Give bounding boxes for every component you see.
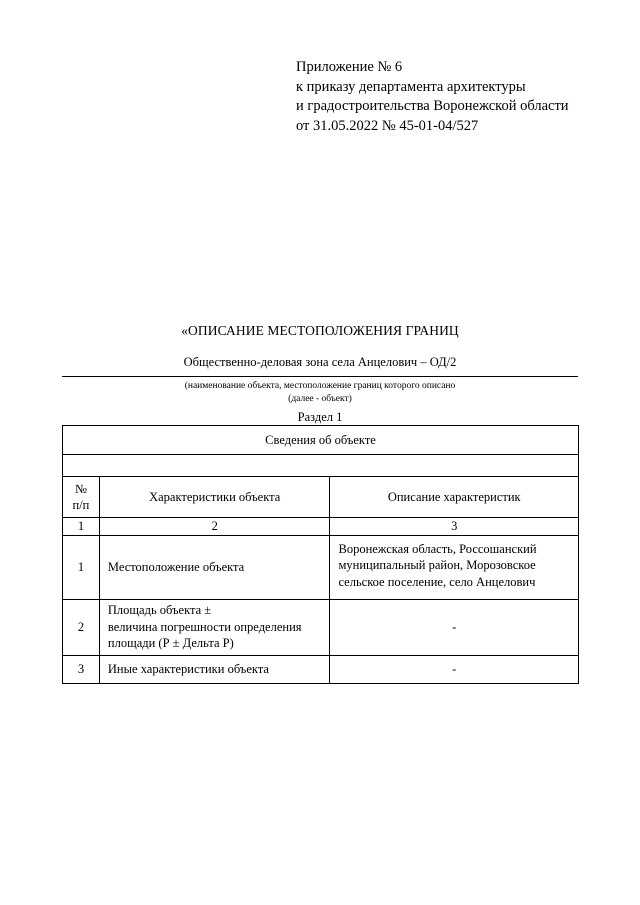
row-characteristic-line: площади (Р ± Дельта Р) (107, 636, 234, 651)
row-description: - (330, 599, 579, 655)
object-name: Общественно-деловая зона села Анцелович – ОД/2 (183, 355, 457, 369)
appendix-line: от 31.05.2022 № 45-01-04/527 (296, 117, 479, 134)
caption-line-2: (далее - объект) (288, 394, 352, 404)
header-num-line-2: п/п (72, 498, 90, 512)
row-characteristic (99, 599, 330, 655)
row-characteristic-line: Иные характеристики объекта (107, 661, 269, 676)
index-cell: 1 (63, 518, 100, 536)
row-num: 2 (63, 599, 100, 655)
section-title: Раздел 1 (297, 410, 343, 424)
table-empty-row (63, 455, 579, 477)
appendix-block (296, 58, 569, 136)
index-row (63, 518, 579, 536)
row-characteristic (99, 535, 330, 599)
row-characteristic-line: Местоположение объекта (107, 559, 245, 574)
appendix-line: к приказу департамента архитектуры (296, 78, 526, 95)
table-row (63, 535, 579, 599)
table-row (63, 599, 579, 655)
row-description-line: сельское поселение, село Анцелович (338, 574, 536, 589)
empty-cell (63, 455, 579, 477)
row-characteristic-line: Площадь объекта ± (107, 603, 212, 618)
object-info-table (62, 425, 579, 684)
table-heading-row (63, 426, 579, 455)
row-num: 3 (63, 655, 100, 683)
index-cell: 2 (99, 518, 330, 536)
row-description-line: Воронежская область, Россошанский (338, 541, 537, 556)
caption-line-1: (наименование объекта, местоположение границ которого описано (184, 381, 456, 391)
row-description-line: муниципальный район, Морозовское (338, 558, 536, 572)
header-characteristics: Характеристики объекта (99, 477, 330, 518)
row-num: 1 (63, 535, 100, 599)
appendix-line: и градостроительства Воронежской области (296, 98, 569, 114)
appendix-line: Приложение № 6 (296, 59, 403, 75)
table-heading: Сведения об объекте (63, 426, 579, 455)
row-description (330, 535, 579, 599)
row-characteristic-line: величина погрешности определения (107, 619, 302, 634)
caption (62, 380, 578, 406)
header-num (63, 477, 100, 518)
table-row (63, 655, 579, 683)
row-description: - (330, 655, 579, 683)
table-header-row (63, 477, 579, 518)
row-characteristic (99, 655, 330, 683)
header-num-line-1: № (74, 481, 87, 496)
index-cell: 3 (330, 518, 579, 536)
header-description: Описание характеристик (330, 477, 579, 518)
document-title: «ОПИСАНИЕ МЕСТОПОЛОЖЕНИЯ ГРАНИЦ (181, 323, 459, 338)
underline-rule (62, 376, 578, 377)
